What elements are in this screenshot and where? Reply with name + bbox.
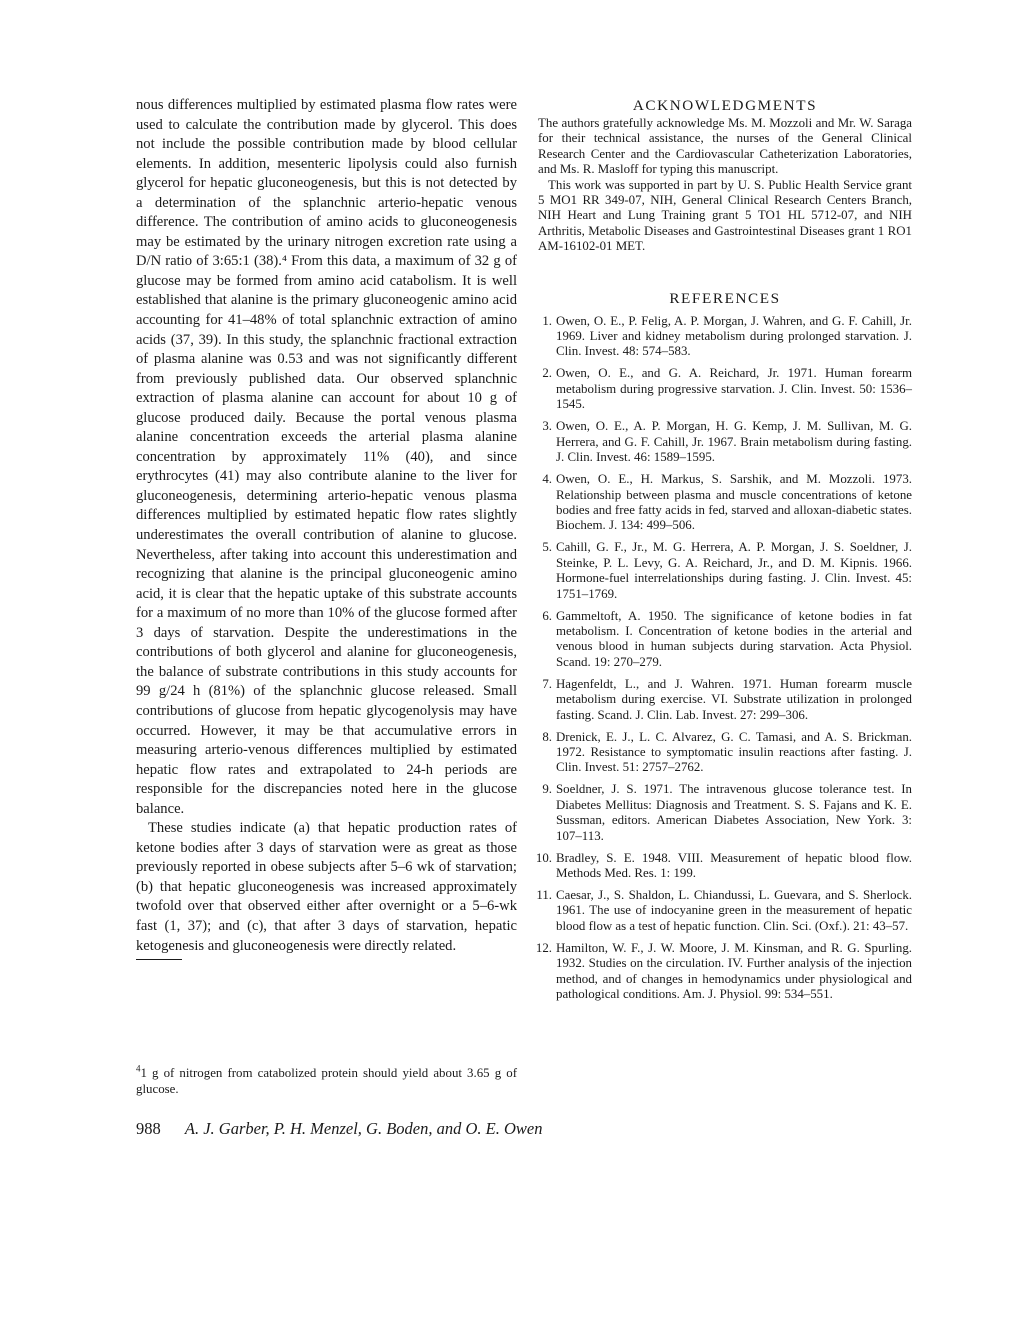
reference-item <box>538 730 912 776</box>
page-number: 988 <box>136 1119 161 1138</box>
reference-item <box>538 419 912 465</box>
reference-number: 8. <box>542 729 552 744</box>
reference-item <box>538 540 912 602</box>
reference-item <box>538 366 912 412</box>
footnote-text: 1 g of nitrogen from catabolized protein should yield about 3.65 g of glucose. <box>136 1066 517 1096</box>
reference-number: 4. <box>542 472 552 487</box>
reference-text: Hagenfeldt, L., and J. Wahren. 1971. Human forearm muscle metabolism during exercise. VI. Substrate utilization in prolonged fasting. Scand. J. Clin. Lab. Invest. 27: 299–306. <box>556 676 912 722</box>
reference-text: Caesar, J., S. Shaldon, L. Chiandussi, L. Guevara, and S. Sherlock. 1961. The use of indocyanine green in the measurement of hepatic blood flow as a test of hepatic function. Clin. Sci. (Oxf.). 21: 43–57. <box>556 888 912 933</box>
footer-authors: A. J. Garber, P. H. Menzel, G. Boden, and O. E. Owen <box>184 1119 543 1138</box>
section-end-rule <box>136 959 182 960</box>
funding-paragraph: This work was supported in part by U. S. Public Health Service grant 5 MO1 RR 349-07, NIH, General Clinical Research Centers Branch, NIH Heart and Lung Training grant 5 TO1 HL 5712-07, and NIH Arthritis, Metabolic Diseases and Gastrointestinal Diseases grant 1 RO1 AM-16102-01 MET. <box>538 177 912 254</box>
reference-text: Hamilton, W. F., J. W. Moore, J. M. Kinsman, and R. G. Spurling. 1932. Studies on the circulation. IV. Further analysis of the injection method, and of changes in hemodynamics under physiological and pathological conditions. Am. J. Physiol. 99: 534–551. <box>556 940 912 1002</box>
body-paragraph: nous differences multiplied by estimated plasma flow rates were used to calculate the contribution made by glycerol. This does not include the possible contribution made by blood cellular elements. In addition, mesenteric lipolysis could also furnish glycerol for hepatic gluconeogenesis, but this is not detected by a determination of the splanchnic arterio-hepatic venous difference. The contribution of amino acids to gluconeogenesis may be estimated by the urinary nitrogen excretion rate using a D/N ratio of 3:65:1 (38).⁴ From this data, a maximum of 32 g of glucose may be formed from amino acid catabolism. It is well established that alanine is the primary gluconeogenic amino acid accounting for 41–48% of total splanchnic extraction of amino acids (37, 39). In this study, the splanchnic fractional extraction of plasma alanine was 0.53 and was not significantly different from previously published data. Our observed splanchnic extraction of plasma alanine can account for about 10 g of glucose produced daily. Because the portal venous plasma alanine concentration exceeds the arterial plasma alanine concentration by approximately 11% (40), and since erythrocytes (41) may also contribute alanine to the liver for gluconeogenesis, determining arterio-hepatic venous plasma differences multiplied by estimated hepatic flow rates slightly underestimates the overall contribution of alanine to glucose. Nevertheless, after taking into account this underestimation and recognizing that alanine is the principal gluconeogenic amino acid, it is clear that the hepatic uptake of this substrate accounts for a maximum of no more than 10% of the glucose formed after 3 days of starvation. Despite the underestimations in the contributions of both glycerol and alanine for gluconeogenesis, the balance of substrate contributions in this study accounts for 99 g/24 h (81%) of the splanchnic glucose released. Small contributions of glucose from hepatic glycogenolysis may have occurred. However, it may be that accumulative errors in measuring arterio-venous differences multiplied by estimated hepatic flow rates and extrapolated to 24-h periods are responsible for the discrepancies noted here in the glucose balance. <box>136 97 517 817</box>
reference-number: 12. <box>535 940 552 955</box>
running-footer <box>136 1118 836 1140</box>
reference-text: Gammeltoft, A. 1950. The significance of ketone bodies in fat metabolism. I. Concentration of ketone bodies in the arterial and venous blood in human subjects during starvation. Acta Physiol. Scand. 19: 270–279. <box>556 608 912 669</box>
reference-item <box>538 609 912 671</box>
reference-text: Owen, O. E., H. Markus, S. Sarshik, and M. Mozzoli. 1973. Relationship between plasma and muscle concentrations of ketone bodies and free fatty acids in fed, starved and alloxan-diabetic states. Biochem. J. 134: 499–506. <box>556 472 912 533</box>
reference-number: 1. <box>542 313 552 328</box>
reference-number: 9. <box>542 782 552 797</box>
reference-item <box>538 677 912 723</box>
reference-text: Soeldner, J. S. 1971. The intravenous glucose tolerance test. In Diabetes Mellitus: Diagnosis and Treatment. S. S. Fajans and K. E. Sussman, editors. American Diabetes Association, New York. 3: 107–113. <box>556 782 912 843</box>
right-column <box>535 96 912 1009</box>
reference-list <box>535 313 912 1003</box>
reference-item <box>535 940 912 1003</box>
reference-number: 6. <box>542 608 552 623</box>
reference-text: Owen, O. E., and G. A. Reichard, Jr. 1971. Human forearm metabolism during progressive starvation. J. Clin. Invest. 50: 1536–1545. <box>556 366 912 412</box>
reference-item <box>538 782 912 844</box>
reference-text: Bradley, S. E. 1948. VIII. Measurement of hepatic blood flow. Methods Med. Res. 1: 199. <box>556 850 912 880</box>
reference-text: Cahill, G. F., Jr., M. G. Herrera, A. P. Morgan, J. S. Soeldner, J. Steinke, P. L. Levy, G. A. Reichard, Jr., and D. M. Kipnis. 1966. Hormone-fuel interrelationships during fasting. J. Clin. Invest. 45: 1751–1769. <box>556 540 912 601</box>
references-heading: REFERENCES <box>669 289 781 307</box>
acknowledgments-heading: ACKNOWLEDGMENTS <box>632 97 818 114</box>
reference-item <box>538 314 912 360</box>
conclusion-paragraph: These studies indicate (a) that hepatic production rates of ketone bodies after 3 days of starvation were as great as those previously reported in obese subjects after 5–6 wk of starvation; (b) that hepatic gluconeogenesis was increased approximately twofold over that observed either after overnight or a 5–6-wk fast (1, 37); and (c), that after 3 days of starvation, hepatic ketogenesis and gluconeogenesis were directly related. <box>136 820 517 954</box>
reference-item <box>538 888 912 934</box>
footnote-mark: 4 <box>136 1063 141 1074</box>
reference-number: 10. <box>535 850 552 865</box>
reference-text: Owen, O. E., P. Felig, A. P. Morgan, J. Wahren, and G. F. Cahill, Jr. 1969. Liver and kidney metabolism during prolonged starvation. J. Clin. Invest. 48: 574–583. <box>556 313 912 359</box>
reference-text: Drenick, E. J., L. C. Alvarez, G. C. Tamasi, and A. S. Brickman. 1972. Resistance to symptomatic insulin reactions after fasting. J. Clin. Invest. 51: 2757–2762. <box>556 729 912 775</box>
reference-number: 3. <box>542 419 552 434</box>
acknowledgments-section <box>538 96 912 255</box>
body-text-column <box>136 96 517 960</box>
reference-number: 5. <box>542 540 552 555</box>
reference-number: 11. <box>536 888 552 902</box>
reference-item <box>535 850 912 882</box>
reference-text: Owen, O. E., A. P. Morgan, H. G. Kemp, J. M. Sullivan, M. G. Herrera, and G. F. Cahill, Jr. 1967. Brain metabolism during fasting. J. Clin. Invest. 46: 1589–1595. <box>556 419 912 465</box>
reference-item <box>538 472 912 534</box>
footnote <box>136 1063 517 1097</box>
reference-number: 2. <box>542 366 552 381</box>
acknowledgments-paragraph: The authors gratefully acknowledge Ms. M. Mozzoli and Mr. W. Saraga for their technical assistance, the nurses of the General Clinical Research Center and the Cardiovascular Catheterization Laboratories, and Ms. R. Masloff for typing this manuscript. <box>538 116 912 177</box>
reference-number: 7. <box>542 676 552 691</box>
